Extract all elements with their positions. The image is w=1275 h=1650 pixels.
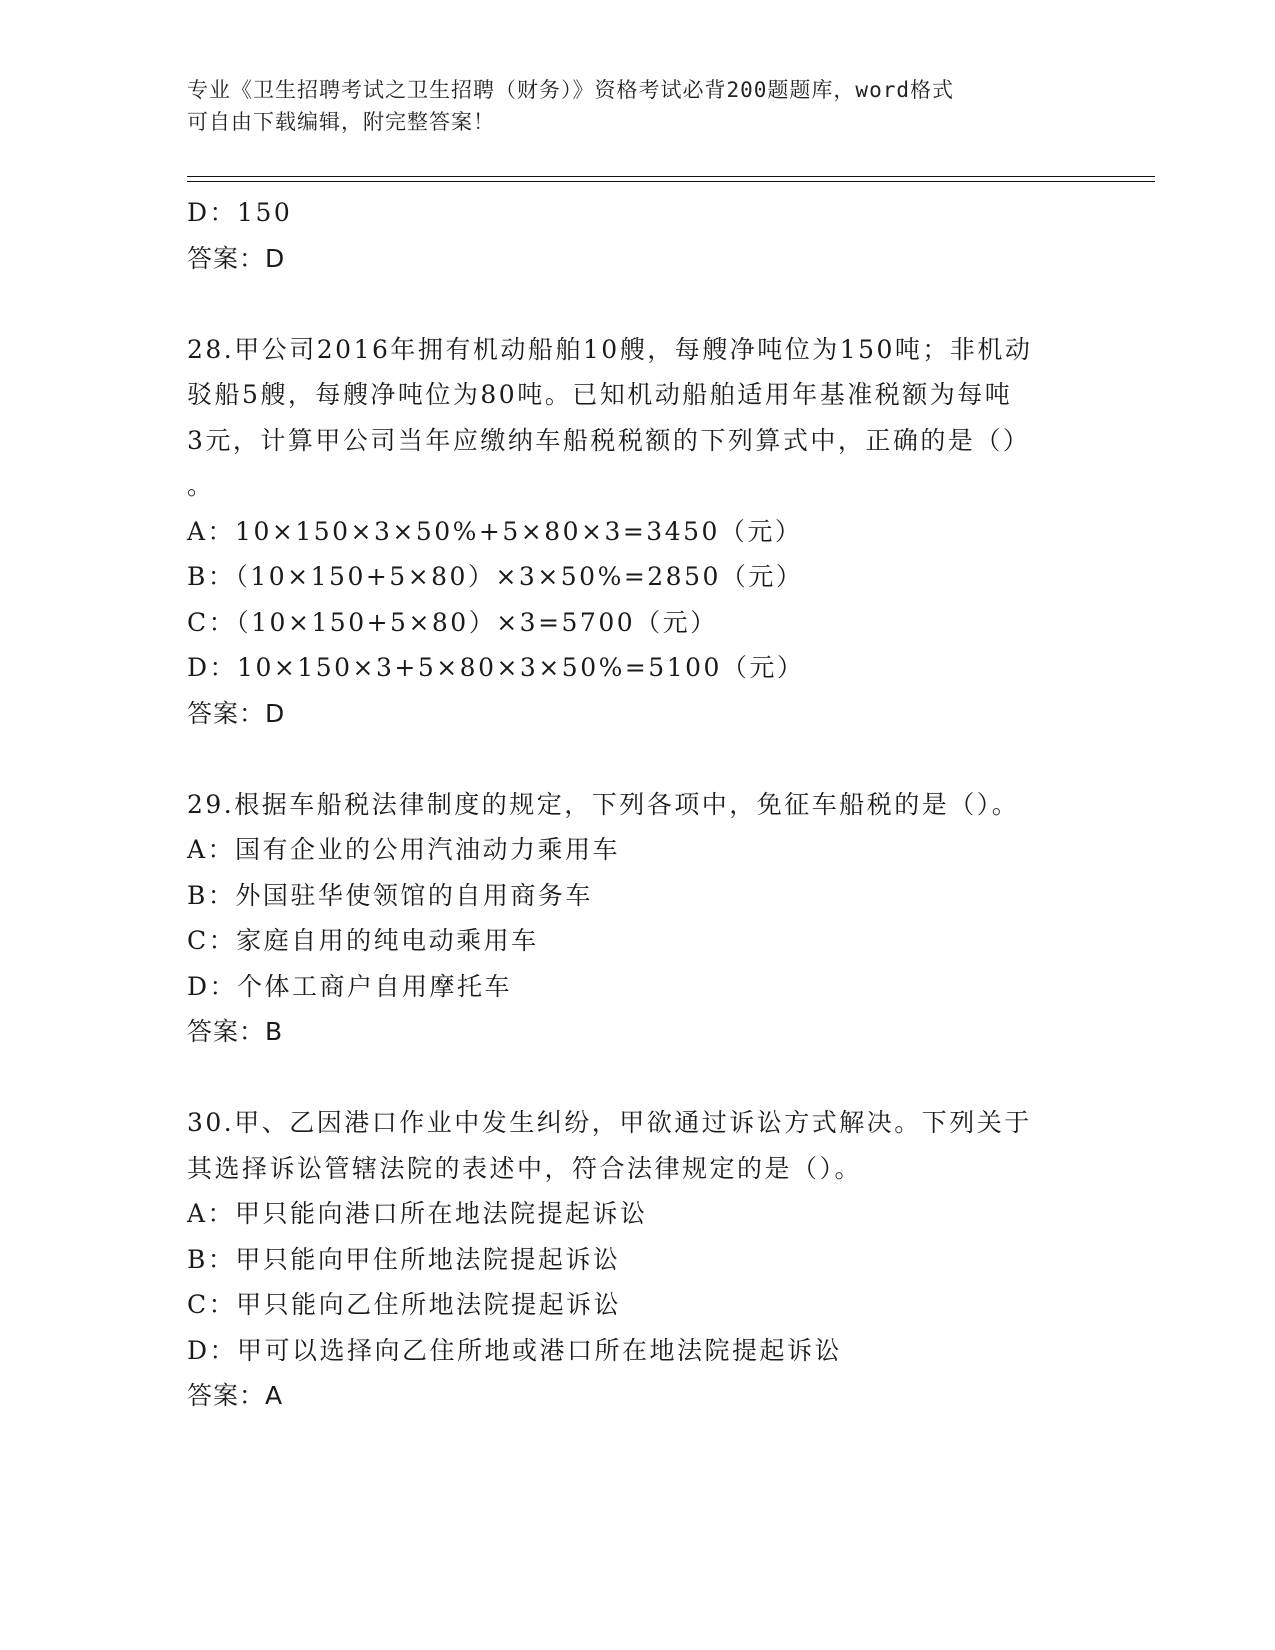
question-30-option-c: C：甲只能向乙住所地法院提起诉讼 [187,1290,622,1319]
question-30 [187,1100,1087,1419]
question-28-answer: 答案：D [187,698,286,728]
prev-answer: 答案：D [187,243,286,273]
header-line-1: 专业《卫生招聘考试之卫生招聘（财务）》资格考试必背200题题库，word格式 [187,78,954,102]
question-29 [187,782,1087,1055]
header-line-2: 可自由下载编辑，附完整答案！ [187,110,495,134]
spacer [187,1055,1087,1101]
question-29-answer: 答案：B [187,1017,284,1046]
question-28-option-c: C：（10×150+5×80）×3=5700（元） [187,607,718,637]
question-30-option-d: D：甲可以选择向乙住所地或港口所在地法院提起诉讼 [187,1335,843,1365]
spacer [187,736,1087,782]
header-rule-top [187,176,1155,177]
question-30-line-1: 30.甲、乙因港口作业中发生纠纷，甲欲通过诉讼方式解决。下列关于 [187,1108,1032,1137]
question-29-option-c: C：家庭自用的纯电动乘用车 [187,926,539,955]
question-30-option-a: A：甲只能向港口所在地法院提起诉讼 [187,1199,648,1228]
page-header [187,74,1067,138]
question-29-line-1: 29.根据车船税法律制度的规定，下列各项中，免征车船税的是（）。 [187,789,1020,819]
question-30-answer: 答案：A [187,1381,284,1410]
question-28-line-3: 3元，计算甲公司当年应缴纳车船税税额的下列算式中，正确的是（） [187,425,1031,455]
question-28-option-b: B：（10×150+5×80）×3×50%=2850（元） [187,562,804,591]
question-29-option-d: D：个体工商户自用摩托车 [187,971,513,1001]
spacer [187,281,1087,327]
question-30-line-2: 其选择诉讼管辖法院的表述中，符合法律规定的是（）。 [187,1153,863,1183]
question-30-option-b: B：甲只能向甲住所地法院提起诉讼 [187,1244,621,1274]
document-body [187,190,1087,1419]
question-28 [187,327,1087,737]
question-29-option-b: B：外国驻华使领馆的自用商务车 [187,880,593,910]
question-28-line-4: 。 [187,471,215,500]
question-28-line-1: 28.甲公司2016年拥有机动船舶10艘，每艘净吨位为150吨；非机动 [187,334,1033,364]
question-28-option-a: A：10×150×3×50%+5×80×3=3450（元） [187,516,803,546]
prev-option-d: D：150 [187,198,293,227]
header-rule-bottom [187,181,1155,182]
question-28-line-2: 驳船5艘，每艘净吨位为80吨。已知机动船舶适用年基准税额为每吨 [187,380,1013,409]
question-28-option-d: D：10×150×3+5×80×3×50%=5100（元） [187,653,805,682]
question-29-option-a: A：国有企业的公用汽油动力乘用车 [187,835,621,864]
